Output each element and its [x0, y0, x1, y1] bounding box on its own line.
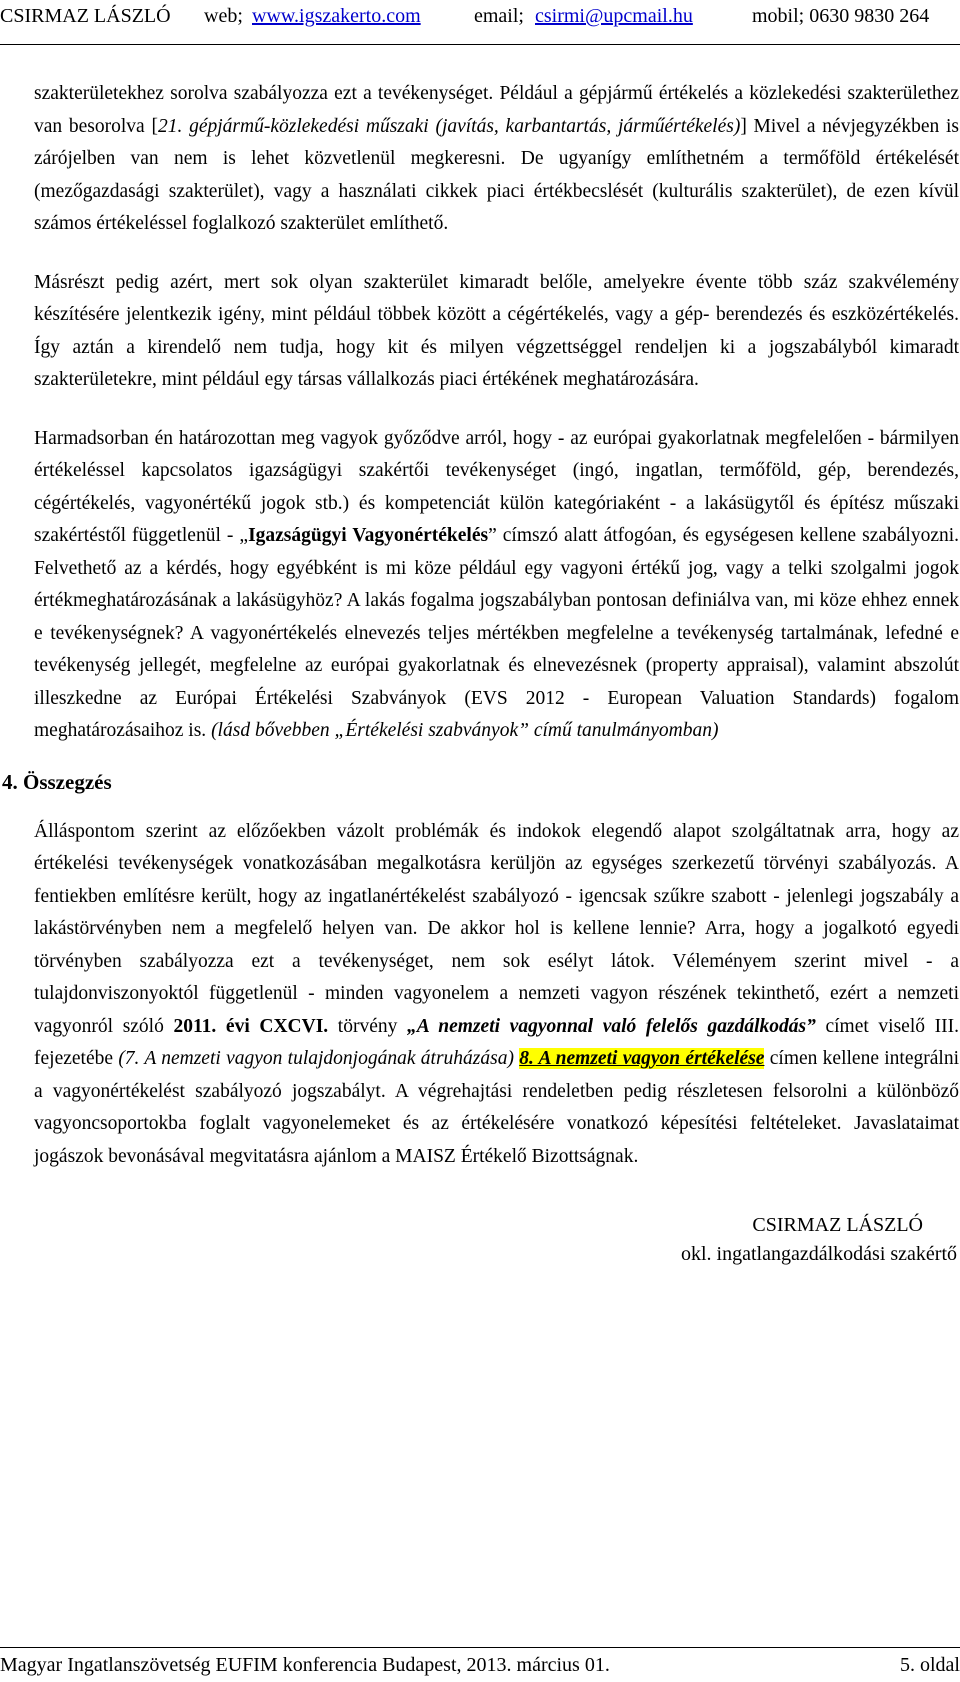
header-rule: [0, 44, 960, 45]
signature-title: okl. ingatlangazdálkodási szakértő: [680, 1243, 957, 1265]
footer-rule: [0, 1647, 960, 1648]
section-heading: 4. Összegzés: [2, 769, 112, 794]
page-number: 5. oldal: [900, 1654, 960, 1676]
signature-block: [34, 1211, 959, 1269]
page-header: [0, 0, 960, 46]
paragraph-4: Álláspontom szerint az előzőekben vázolt problémák és indokok elegendő alapot szolgáltatnak arra, hogy az értékelési tevékenységek vonatkozásában megalkotásra kerüljön az egységes szerkezetű törvényi szabályozás. A fentiekben említésre került, hogy az ingatlanértékelést szabályozó - igencsak szűkre szabott - jelenlegi jogszabály a lakástörvényben nem a megfelelő helyen van. De akkor hol is kellene lennie? Arra, hogy a jogalkotó egyedi törvényben szabályozza ezt a tevékenységet, nem sok esélyt látok. Véleményem szerint mivel - a tulajdonviszonyoktól függetlenül - minden vagyonelem a nemzeti vagyon részének tekinthető, ezért a nemzeti vagyonról szóló 2011. évi CXCVI. törvény „A nemzeti vagyonnal való felelős gazdálkodás” címet viselő III. fejezetébe (7. A nemzeti vagyon tulajdonjogának átruházása) 8. A nemzeti vagyon értékelése címen kellene integrálni a vagyonértékelést szabályozó jogszabályt. A végrehajtási rendeletben pedig részletesen felsorolni a különböző vagyoncsoportokba foglalt vagyonelemeket és az értékelésére vonatkozó képesítési feltételeket. Javaslataimat jogászok bevonásával megvitatásra ajánlom a MAISZ Értékelő Bizottságnak.: [34, 820, 959, 1167]
highlighted-section: 8. A nemzeti vagyon értékelése: [519, 1048, 765, 1069]
header-web-label: web;: [204, 5, 243, 27]
header-email-label: email;: [474, 5, 524, 27]
header-mobile: mobil; 0630 9830 264: [752, 5, 930, 27]
signature-name: CSIRMAZ LÁSZLÓ: [752, 1214, 923, 1236]
header-name: CSIRMAZ LÁSZLÓ: [0, 5, 171, 27]
header-email-link[interactable]: csirmi@upcmail.hu: [535, 5, 693, 27]
document-body: [2, 78, 960, 1269]
paragraph-1: szakterületekhez sorolva szabályozza ezt a tevékenységet. Például a gépjármű értékelés a közlekedési szakterülethez van besorolva [21. gépjármű-közlekedési műszaki (javítás, karbantartás, járműértékelés)] Mivel a névjegyzékben is zárójelben van nem is lehet közvetlenül megkeresni. De ugyanígy említhetném a termőföld értékelését (mezőgazdasági szakterület), vagy a használati cikkek piaci értékbecslését (kulturális szakterület), de ezen kívül számos értékeléssel foglalkozó szakterület említhető.: [34, 83, 959, 234]
footer-event: Magyar Ingatlanszövetség EUFIM konferencia Budapest, 2013. március 01.: [0, 1654, 610, 1676]
paragraph-3: Harmadsorban én határozottan meg vagyok győződve arról, hogy - az európai gyakorlatnak megfelelően - bármilyen értékeléssel kapcsolatos igazságügyi szakértői tevékenységet (ingó, ingatlan, termőföld, gép, berendezés, cégértékelés, vagyonértékű jogok stb.) és kompetenciát külön kategóriaként - a lakásügytől és építész műszaki szakértéstől függetlenül - „Igazságügyi Vagyonértékelés” címszó alatt átfogóan, és egységesen kellene szabályozni. Felvethető az a kérdés, hogy egyébként is mi köze például egy vagyoni értékű jog, vagy a telki szolgalmi jogok értékmeghatározásának a lakásügyhöz? A lakás fogalma jogszabályban pontosan definiálva van, mi köze ehhez ennek e tevékenységnek? A vagyonértékelés elnevezés teljes mértékben megfelelne a tevékenység tartalmának, lefedné e tevékenység jellegét, megfelelne az európai gyakorlatnak és elnevezésnek (property appraisal), valamint abszolút illeszkedne az Európai Értékelési Szabványok (EVS 2012 - European Valuation Standards) fogalom meghatározásaihoz is. (lásd bővebben „Értékelési szabványok” című tanulmányomban): [34, 427, 960, 741]
paragraph-2: Másrészt pedig azért, mert sok olyan szakterület kimaradt belőle, amelyekre évente több száz szakvélemény készítésére jelentkezik igény, mint például többek között a cégértékelés, vagy a gép- berendezés és eszközértékelés. Így aztán a kirendelő nem tudja, hogy kit és milyen végzettséggel rendeljen ki a jogszabályból kimaradt szakterületekre, mint például egy társas vállalkozás piaci értékének meghatározására.: [34, 271, 959, 390]
header-web-link[interactable]: www.igszakerto.com: [252, 5, 421, 27]
